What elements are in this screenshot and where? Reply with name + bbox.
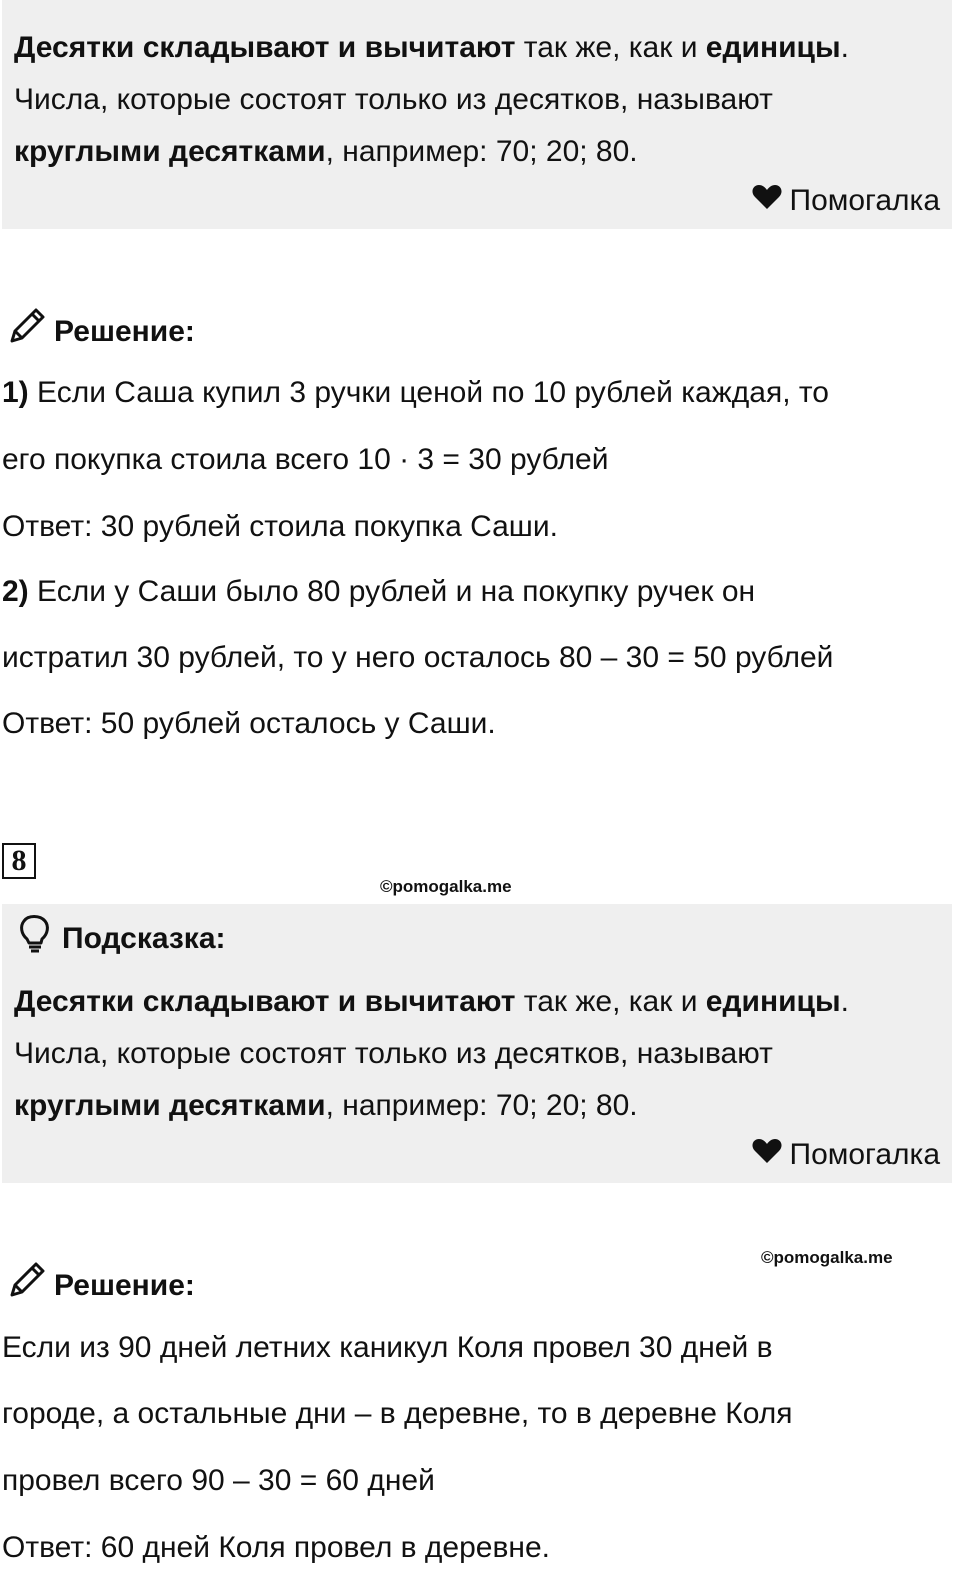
hint-bold-1: Десятки складывают и вычитают (14, 31, 516, 64)
solution1-line-4 (2, 572, 755, 612)
brand-label-2 (752, 1137, 941, 1173)
brand-label-1 (752, 183, 941, 219)
hint-heading-text: Подсказка: (62, 921, 226, 955)
heart-icon (752, 1137, 782, 1173)
pencil-icon (6, 1259, 48, 1312)
item-number: 2) (2, 575, 29, 608)
solution1-line-1 (2, 373, 829, 413)
brand-text: Помогалка (789, 184, 940, 217)
heart-icon (752, 183, 782, 219)
hint-bold-3: круглыми десятками (14, 1089, 326, 1122)
solution-heading-text: Решение: (54, 1268, 195, 1302)
hint-text-1 (14, 22, 940, 178)
hint-text-span: . (840, 985, 849, 1018)
hint-bold-1: Десятки складывают и вычитают (14, 985, 516, 1018)
hint-text-span: , например: 70; 20; 80. (325, 1089, 638, 1122)
task-number: 8 (2, 843, 36, 879)
solution2-line-1: Если из 90 дней летних каникул Коля провел 30 дней в (2, 1331, 773, 1364)
solution-heading-text: Решение: (54, 314, 195, 348)
hint-line-1 (14, 976, 940, 1028)
hint-line-3 (14, 126, 940, 178)
brand-text: Помогалка (789, 1138, 940, 1171)
line-text: Если Саша купил 3 ручки ценой по 10 рублей каждая, то (28, 376, 829, 409)
lightbulb-icon (14, 912, 56, 965)
solution1-line-5: истратил 30 рублей, то у него осталось 80 – 30 = 50 рублей (2, 641, 834, 674)
solution1-answer-1: Ответ: 30 рублей стоила покупка Саши. (2, 510, 558, 543)
hint-line-1 (14, 22, 940, 74)
solution1-line-2: его покупка стоила всего 10 · 3 = 30 рублей (2, 443, 609, 476)
pencil-icon (6, 305, 48, 358)
watermark-2: ©pomogalka.me (761, 1248, 893, 1267)
hint-bold-3: круглыми десятками (14, 135, 326, 168)
hint-line-3 (14, 1080, 940, 1132)
hint-text-span: , например: 70; 20; 80. (325, 135, 638, 168)
hint-box-1 (2, 0, 952, 229)
hint-text-span: так же, как и (515, 985, 706, 1018)
hint-bold-2: единицы (705, 985, 841, 1018)
solution2-answer: Ответ: 60 дней Коля провел в деревне. (2, 1531, 551, 1564)
line-text: Если у Саши было 80 рублей и на покупку ручек он (28, 575, 756, 608)
solution2-line-3: провел всего 90 – 30 = 60 дней (2, 1464, 435, 1497)
solution-heading-2 (6, 1259, 195, 1312)
hint-heading (14, 912, 226, 965)
solution1-answer-2: Ответ: 50 рублей осталось у Саши. (2, 707, 496, 740)
hint-text-span: так же, как и (515, 31, 706, 64)
hint-line-2: Числа, которые состоят только из десятков, называют (14, 83, 773, 116)
hint-bold-2: единицы (705, 31, 841, 64)
hint-box-2 (2, 904, 952, 1183)
item-number: 1) (2, 376, 29, 409)
hint-text-2 (14, 976, 940, 1132)
hint-line-2: Числа, которые состоят только из десятков, называют (14, 1037, 773, 1070)
watermark-1: ©pomogalka.me (380, 877, 512, 896)
solution-heading-1 (6, 305, 195, 358)
hint-text-span: . (840, 31, 849, 64)
solution2-line-2: городе, а остальные дни – в деревне, то в деревне Коля (2, 1397, 793, 1430)
